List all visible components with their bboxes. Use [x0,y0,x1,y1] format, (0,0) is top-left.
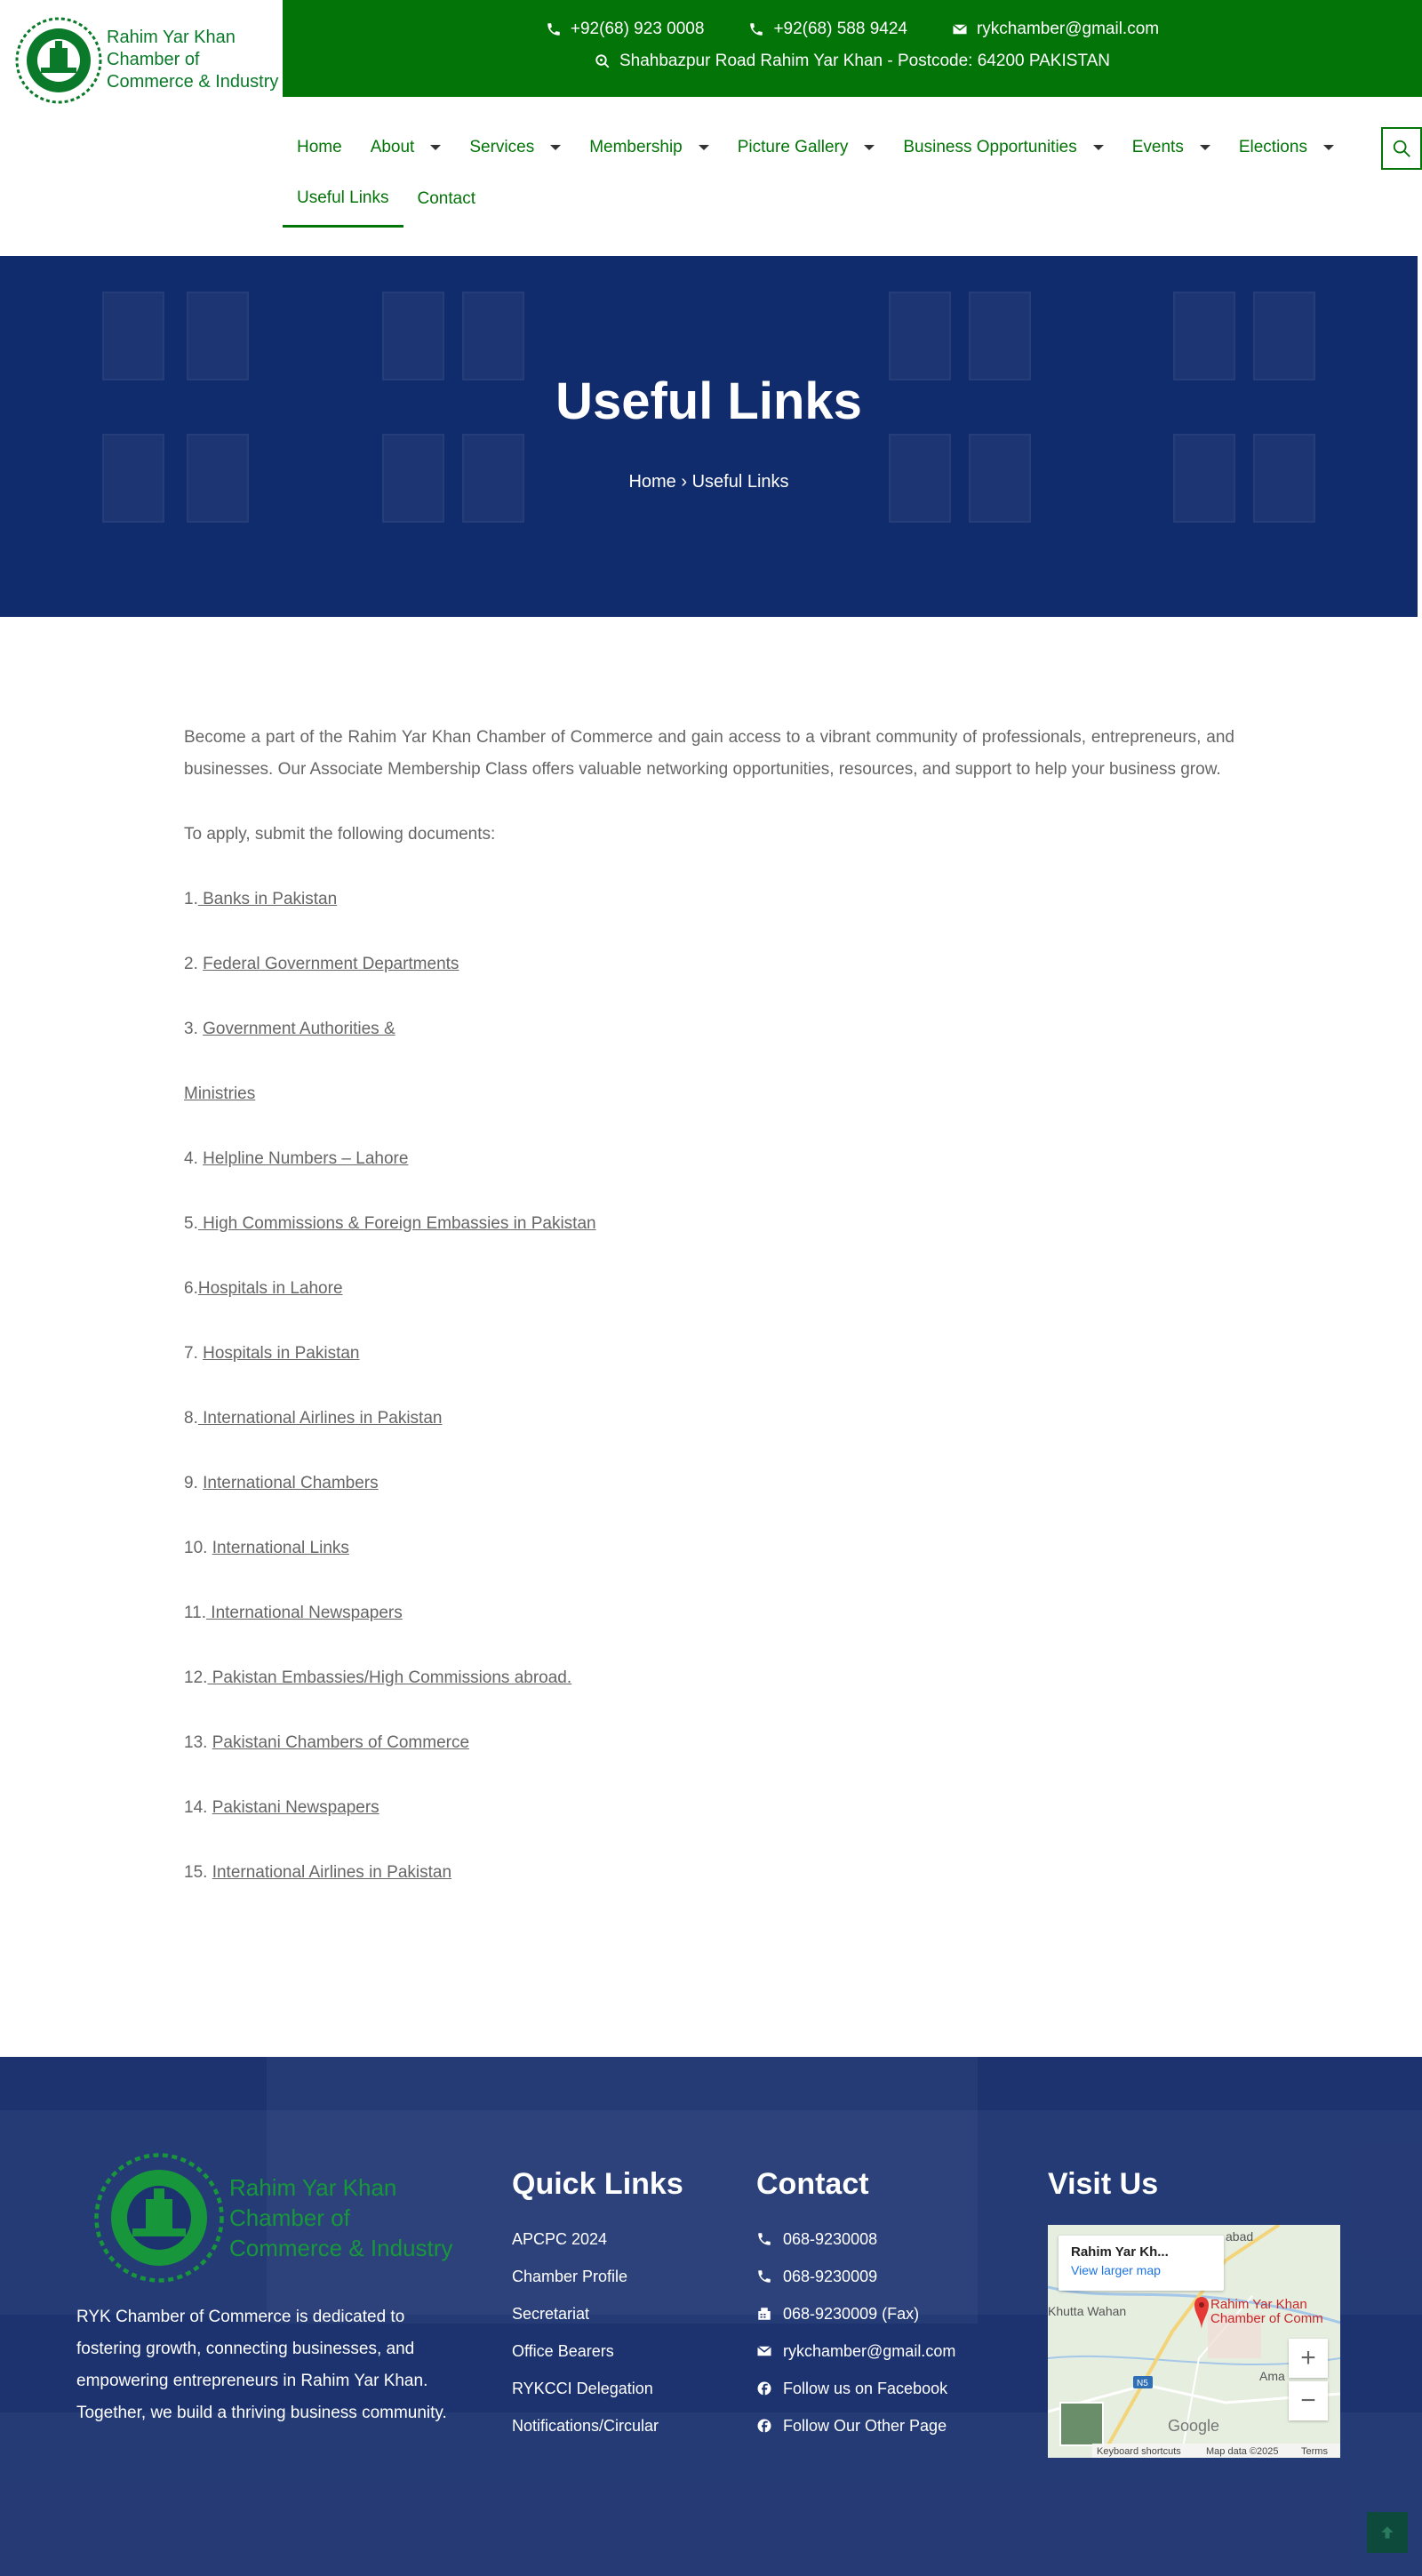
quick-link-chamber-profile[interactable]: Chamber Profile [512,2267,628,2285]
zoom-in-button[interactable] [1289,2339,1328,2378]
contact-list [756,2220,955,2444]
breadcrumb-separator: › [681,472,688,492]
useful-link-item [184,1857,1234,1889]
search-icon [1392,139,1411,158]
useful-link-item [184,1338,1234,1370]
svg-text:Terms: Terms [1301,2446,1328,2457]
contact-facebook-other[interactable]: Follow Our Other Page [756,2407,955,2444]
contact-email[interactable]: rykchamber@gmail.com [756,2332,955,2370]
chamber-emblem-icon [92,2151,226,2284]
map-info-card [1059,2236,1224,2291]
link-number: 4. [184,1149,204,1168]
fax-icon [756,2306,772,2322]
nav-useful-links[interactable]: Useful Links [283,171,403,228]
useful-link[interactable]: Pakistani Newspapers [212,1798,379,1817]
contact-fax[interactable]: 068-9230009 (Fax) [756,2295,955,2332]
nav-events[interactable]: Events [1118,124,1225,171]
contact-facebook[interactable]: Follow us on Facebook [756,2370,955,2407]
breadcrumb [0,472,1418,492]
useful-link[interactable]: International Newspapers [206,1604,403,1622]
email-icon [952,21,968,37]
useful-link-item [184,1078,1234,1110]
email-icon [756,2343,772,2359]
phone-icon [546,21,562,37]
nav-membership[interactable]: Membership [575,124,723,171]
quick-link-secretariat[interactable]: Secretariat [512,2304,590,2323]
nav-picture-gallery[interactable]: Picture Gallery [723,124,890,171]
logo[interactable] [0,0,283,120]
nav-elections[interactable]: Elections [1225,124,1348,171]
caret-down-icon [1093,145,1104,150]
embedded-map[interactable] [1048,2225,1340,2458]
svg-text:N5: N5 [1137,2379,1148,2388]
svg-text:Ama: Ama [1259,2369,1285,2383]
useful-links-list [184,884,1234,1889]
useful-link-item [184,1468,1234,1500]
link-number: 8. [184,1409,198,1428]
useful-link-item [184,1597,1234,1629]
phone-icon [748,21,764,37]
link-number: 15. [184,1863,212,1882]
useful-link-item [184,1013,1234,1045]
useful-link[interactable]: Hospitals in Pakistan [203,1344,360,1363]
useful-link[interactable]: Government Authorities & [203,1020,395,1038]
useful-link[interactable]: Hospitals in Lahore [197,1279,343,1298]
nav-business-opportunities[interactable]: Business Opportunities [889,124,1117,171]
main-content [184,722,1234,1889]
phone-icon [756,2268,772,2284]
nav-about[interactable]: About [356,124,456,171]
link-number: 3. [184,1020,204,1038]
nav-home[interactable]: Home [297,138,342,156]
quick-link-apcpc[interactable]: APCPC 2024 [512,2229,608,2248]
contact-topbar [283,0,1422,97]
link-number: 14. [184,1798,212,1817]
view-larger-map-link[interactable]: View larger map [1071,2263,1161,2277]
useful-link-item [184,948,1234,980]
topbar-email[interactable]: rykchamber@gmail.com [952,20,1159,39]
useful-link-item [184,1792,1234,1824]
contact-title: Contact [756,2167,869,2201]
useful-link-item [184,1662,1234,1694]
useful-link[interactable]: Pakistan Embassies/High Commissions abroad. [207,1668,572,1687]
topbar-address: Shahbazpur Road Rahim Yar Khan - Postcode: 64200 PAKISTAN [595,52,1110,71]
useful-link[interactable]: Helpline Numbers – Lahore [203,1149,409,1168]
quick-link-notifications[interactable]: Notifications/Circular [512,2416,659,2435]
apply-text: To apply, submit the following documents: [184,825,496,844]
link-number: 11. [184,1604,207,1622]
svg-text:Keyboard shortcuts: Keyboard shortcuts [1097,2446,1181,2457]
svg-text:Chamber of Comm: Chamber of Comm [1210,2311,1323,2326]
link-number: 12. [184,1668,208,1687]
plus-icon: + [1300,2343,1316,2372]
svg-text:Khutta Wahan: Khutta Wahan [1048,2304,1127,2318]
svg-text:Map data ©2025: Map data ©2025 [1206,2446,1279,2457]
footer-logo[interactable] [92,2151,452,2284]
caret-down-icon [550,145,561,150]
useful-link[interactable]: International Links [212,1539,349,1557]
contact-phone-1[interactable]: 068-9230008 [756,2220,955,2258]
minus-icon: − [1300,2386,1316,2415]
search-button[interactable] [1381,127,1422,170]
useful-link[interactable]: International Airlines in Pakistan [197,1409,443,1428]
useful-link[interactable]: Federal Government Departments [203,955,459,973]
link-number: 1. [184,890,198,908]
link-number: 9. [184,1474,204,1492]
arrow-up-icon [1378,2524,1396,2541]
useful-link-item [184,1273,1234,1305]
quick-link-delegation[interactable]: RYKCCI Delegation [512,2379,653,2397]
quick-links-title: Quick Links [512,2167,683,2201]
search-location-icon [595,53,611,69]
caret-down-icon [864,145,875,150]
visit-us-title: Visit Us [1048,2167,1159,2201]
useful-link[interactable]: High Commissions & Foreign Embassies in Pakistan [197,1214,596,1233]
svg-text:abad: abad [1226,2229,1254,2244]
main-nav [283,124,1376,228]
useful-link-item [184,1208,1234,1240]
caret-down-icon [1200,145,1210,150]
contact-phone-2[interactable]: 068-9230009 [756,2258,955,2295]
chamber-emblem-icon [14,16,103,105]
zoom-out-button[interactable] [1289,2381,1328,2420]
page-title: Useful Links [555,372,862,430]
svg-text:Google: Google [1168,2417,1220,2435]
useful-link-item [184,884,1234,916]
link-number: 5. [184,1214,198,1233]
topbar-phone-1[interactable]: +92(68) 923 0008 [546,20,705,39]
scroll-to-top-button[interactable] [1367,2512,1408,2553]
useful-link-item [184,1403,1234,1435]
useful-link[interactable]: Banks in Pakistan [197,890,338,908]
facebook-icon [756,2380,772,2396]
footer-logo-text: Rahim Yar Khan Chamber of Commerce & Industry [229,2174,453,2261]
link-number: 2. [184,955,204,973]
footer-description: RYK Chamber of Commerce is dedicated to fostering growth, connecting businesses, and empowering entrepreneurs in Rahim Yar Khan. Together, we build a thriving business community. [76,2308,447,2422]
intro-paragraph: Become a part of the Rahim Yar Khan Chamber of Commerce and gain access to a vibrant community of professionals, entrepreneurs, and businesses. Our Associate Membership Class offers valuable networking opportunities, resources, and support to help your business grow. [184,728,1234,779]
quick-links-list [512,2220,659,2444]
useful-link[interactable]: Pakistani Chambers of Commerce [212,1733,470,1752]
link-number: 10. [184,1539,212,1557]
useful-link-item [184,1532,1234,1564]
useful-link[interactable]: International Airlines in Pakistan [212,1863,452,1882]
page-hero [0,256,1418,617]
quick-link-office-bearers[interactable]: Office Bearers [512,2341,614,2360]
useful-link[interactable]: International Chambers [203,1474,379,1492]
link-number: 6. [184,1279,198,1298]
nav-services[interactable]: Services [455,124,575,171]
facebook-icon [756,2418,772,2434]
useful-link[interactable]: Ministries [184,1084,256,1103]
nav-contact[interactable]: Contact [417,189,475,208]
caret-down-icon [430,145,441,150]
link-number: 13. [184,1733,212,1752]
breadcrumb-current: Useful Links [691,472,789,492]
useful-link-item [184,1727,1234,1759]
useful-link-item [184,1143,1234,1175]
caret-down-icon [1323,145,1334,150]
svg-text:Rahim Yar Khan: Rahim Yar Khan [1210,2297,1307,2312]
map-place-name: Rahim Yar Kh... [1071,2244,1169,2260]
phone-icon [756,2231,772,2247]
logo-text: Rahim Yar Khan Chamber of Commerce & Industry [107,28,279,92]
breadcrumb-home[interactable]: Home [628,472,676,492]
caret-down-icon [699,145,709,150]
link-number: 7. [184,1344,204,1363]
topbar-phone-2[interactable]: +92(68) 588 9424 [748,20,907,39]
